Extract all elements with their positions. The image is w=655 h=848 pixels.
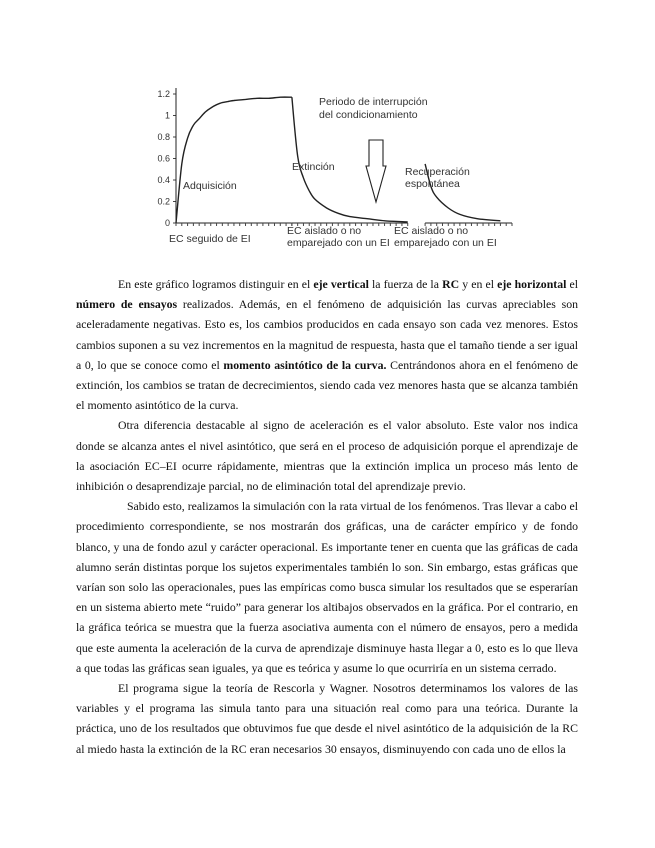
body-text (76, 274, 578, 759)
curve-adquisición (176, 97, 292, 223)
y-tick-label: 1 (164, 110, 170, 121)
label-extincion: Extinción (292, 161, 335, 173)
y-axis-ticks (157, 89, 176, 228)
paragraph-3: Sabido esto, realizamos la simulación con la rata virtual de los fenómenos. Tras llevar a cabo el procedimiento correspondiente, se nos mostrarán dos gráficas, una de carácter empírico y de fondo blanco, y una de fondo azul y carácter operacional. Es importante tener en cuenta que las gráficas de cada alumno serán distintas porque los sujetos experimentales también lo son. Sin embargo, estas gráficas que varían son solo las operacionales, pues las empíricas como busca simular los resultados que se esperarían en un sistema abierto mete “ruido” para generar los altibajos observados en la gráfica. Por el contrario, en la gráfica teórica se muestra que la fuerza asociativa aumenta con el número de ensayos, pero a medida que este aumenta la aceleración de la curva de aprendizaje disminuye hasta llegar a 0, esto es lo que lleva a que todas las gráficas sean iguales, ya que es teórica y asume lo que ocurriría en un sistema cerrado. (76, 499, 578, 675)
y-tick-label: 1.2 (157, 89, 170, 99)
xlabel-extinction-2: emparejado con un EI (287, 237, 390, 249)
interruption-arrow-icon (366, 140, 386, 202)
xlabel-recovery-1: EC aislado o no (394, 225, 469, 237)
label-adquisicion: Adquisición (183, 180, 237, 192)
xlabel-recovery-2: emparejado con un EI (394, 237, 497, 249)
label-recuperacion-1: Recuperación (405, 166, 470, 178)
label-recuperacion-2: espontánea (405, 178, 460, 190)
y-tick-label: 0.4 (157, 175, 170, 185)
xlabel-extinction-1: EC aislado o no (287, 225, 362, 237)
y-tick-label: 0.2 (157, 196, 170, 207)
paragraph-4: El programa sigue la teoría de Rescorla y Wagner. Nosotros determinamos los valores de las variables y el programa las simula tanto para una situación real como para una teórica. Durante la práctica, uno de los resultados que obtuvimos fue que desde el nivel asintótico de la adquisición de la RC al miedo hasta la extinción de la RC eran necesarios 30 ensayos, disminuyendo con cada uno de ellos la (76, 681, 578, 756)
y-tick-label: 0.8 (157, 132, 170, 142)
paragraph-1: En este gráfico logramos distinguir en el eje vertical la fuerza de la RC y en el eje horizontal el número de ensayos realizados. Además, en el fenómeno de adquisición las curvas apreciables son aceleradamente negativas. Esto es, los cambios producidos en cada ensayo son cada vez menores. Estos cambios suponen a su vez incrementos en la magnitud de respuesta, hasta que el tamaño tiende a ser igual a 0, lo que se conoce como el momento asintótico de la curva. Centrándonos ahora en el fenómeno de extinción, los cambios se tratan de decrecimientos, siendo cada vez menores hasta que se alcanza también el momento asintótico de la curva. (76, 277, 578, 413)
label-interrupcion-1: Periodo de interrupción (319, 96, 428, 108)
label-interrupcion-2: del condicionamiento (319, 109, 418, 121)
y-tick-label: 0 (164, 218, 170, 228)
paragraph-2: Otra diferencia destacable al signo de aceleración es el valor absoluto. Este valor nos indica donde se alcanza antes el nivel asintótico, que será en el proceso de adquisición porque el aprendizaje de la asociación EC–EI ocurre rápidamente, mientras que la extinción implica un proceso más lento de inhibición o desaprendizaje parcial, no de eliminación total del aprendizaje previo. (76, 418, 578, 494)
y-tick-label: 0.6 (157, 153, 170, 164)
xlabel-acquisition: EC seguido de EI (169, 233, 251, 245)
learning-curve-chart (140, 82, 520, 254)
